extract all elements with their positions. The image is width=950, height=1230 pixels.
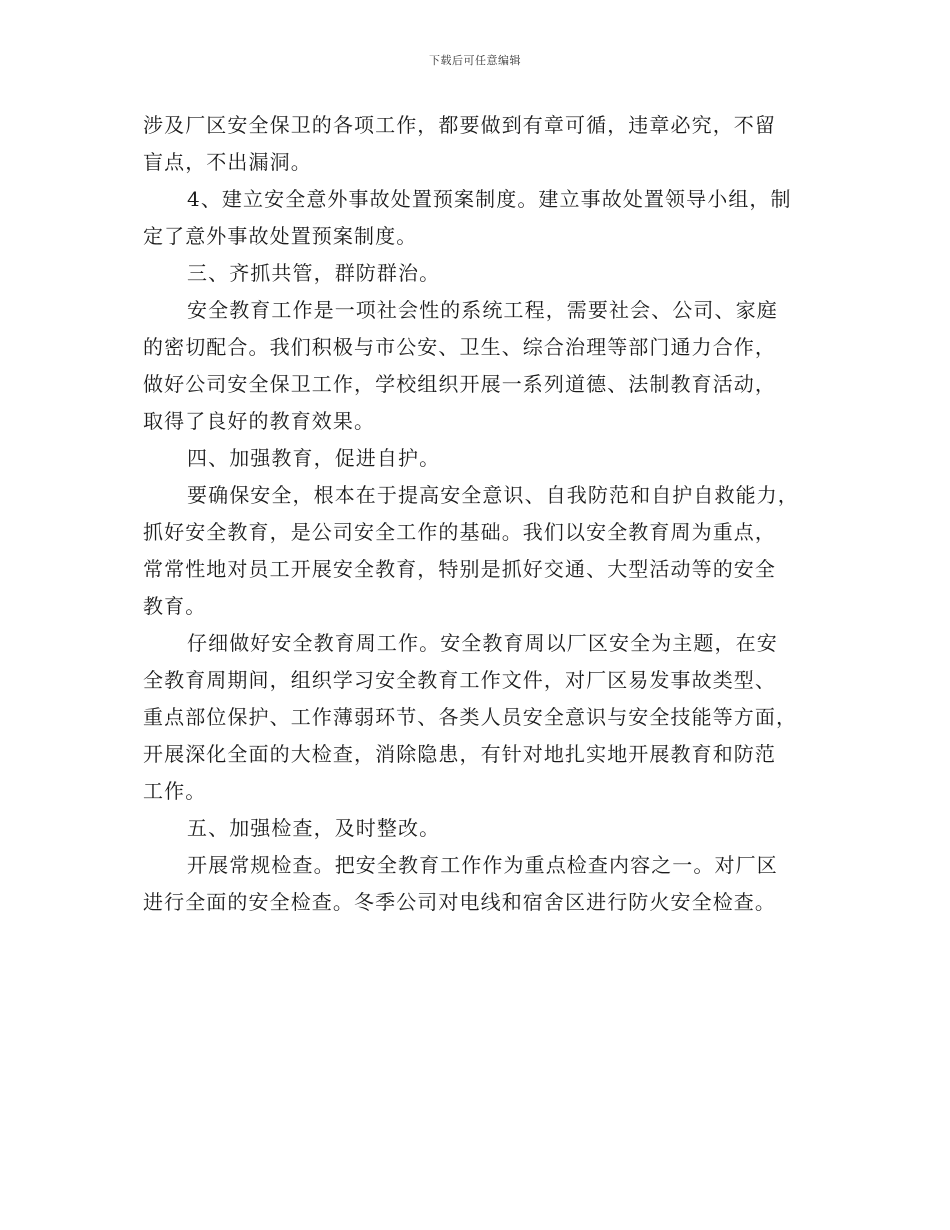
text-line: 4、建立安全意外事故处置预案制度。建立事故处置领导小组，制 xyxy=(187,187,792,211)
text-line: 开展深化全面的大检查，消除隐患，有针对地扎实地开展教育和防范 xyxy=(143,742,776,766)
text-line: 安全教育工作是一项社会性的系统工程，需要社会、公司、家庭 xyxy=(187,298,778,322)
text-line: 工作。 xyxy=(143,779,207,803)
text-line: 抓好安全教育，是公司安全工作的基础。我们以安全教育周为重点， xyxy=(143,520,776,544)
text-line: 三、齐抓共管，群防群治。 xyxy=(187,261,441,285)
text-line: 开展常规检查。把安全教育工作作为重点检查内容之一。对厂区 xyxy=(187,853,778,877)
text-line: 四、加强教育，促进自护。 xyxy=(187,446,441,470)
text-line: 五、加强检查，及时整改。 xyxy=(187,816,441,840)
text-line: 盲点，不出漏洞。 xyxy=(143,150,312,174)
text-line: 全教育周期间，组织学习安全教育工作文件，对厂区易发事故类型、 xyxy=(143,668,776,692)
document-body xyxy=(143,107,813,921)
text-line: 取得了良好的教育效果。 xyxy=(143,409,376,433)
text-line: 定了意外事故处置预案制度。 xyxy=(143,224,418,248)
text-line: 进行全面的安全检查。冬季公司对电线和宿舍区进行防火安全检查。 xyxy=(143,890,776,914)
page-header-note: 下载后可任意编辑 xyxy=(429,54,521,67)
text-line: 教育。 xyxy=(143,594,207,618)
text-line: 要确保安全，根本在于提高安全意识、自我防范和自护自救能力， xyxy=(187,483,799,507)
text-line: 仔细做好安全教育周工作。安全教育周以厂区安全为主题，在安 xyxy=(187,631,778,655)
text-line: 常常性地对员工开展安全教育，特别是抓好交通、大型活动等的安全 xyxy=(143,557,776,581)
text-line: 做好公司安全保卫工作，学校组织开展一系列道德、法制教育活动， xyxy=(143,372,776,396)
text-line: 涉及厂区安全保卫的各项工作，都要做到有章可循，违章必究，不留 xyxy=(143,113,776,137)
text-line: 的密切配合。我们积极与市公安、卫生、综合治理等部门通力合作， xyxy=(143,335,776,359)
text-line: 重点部位保护、工作薄弱环节、各类人员安全意识与安全技能等方面， xyxy=(143,705,798,729)
